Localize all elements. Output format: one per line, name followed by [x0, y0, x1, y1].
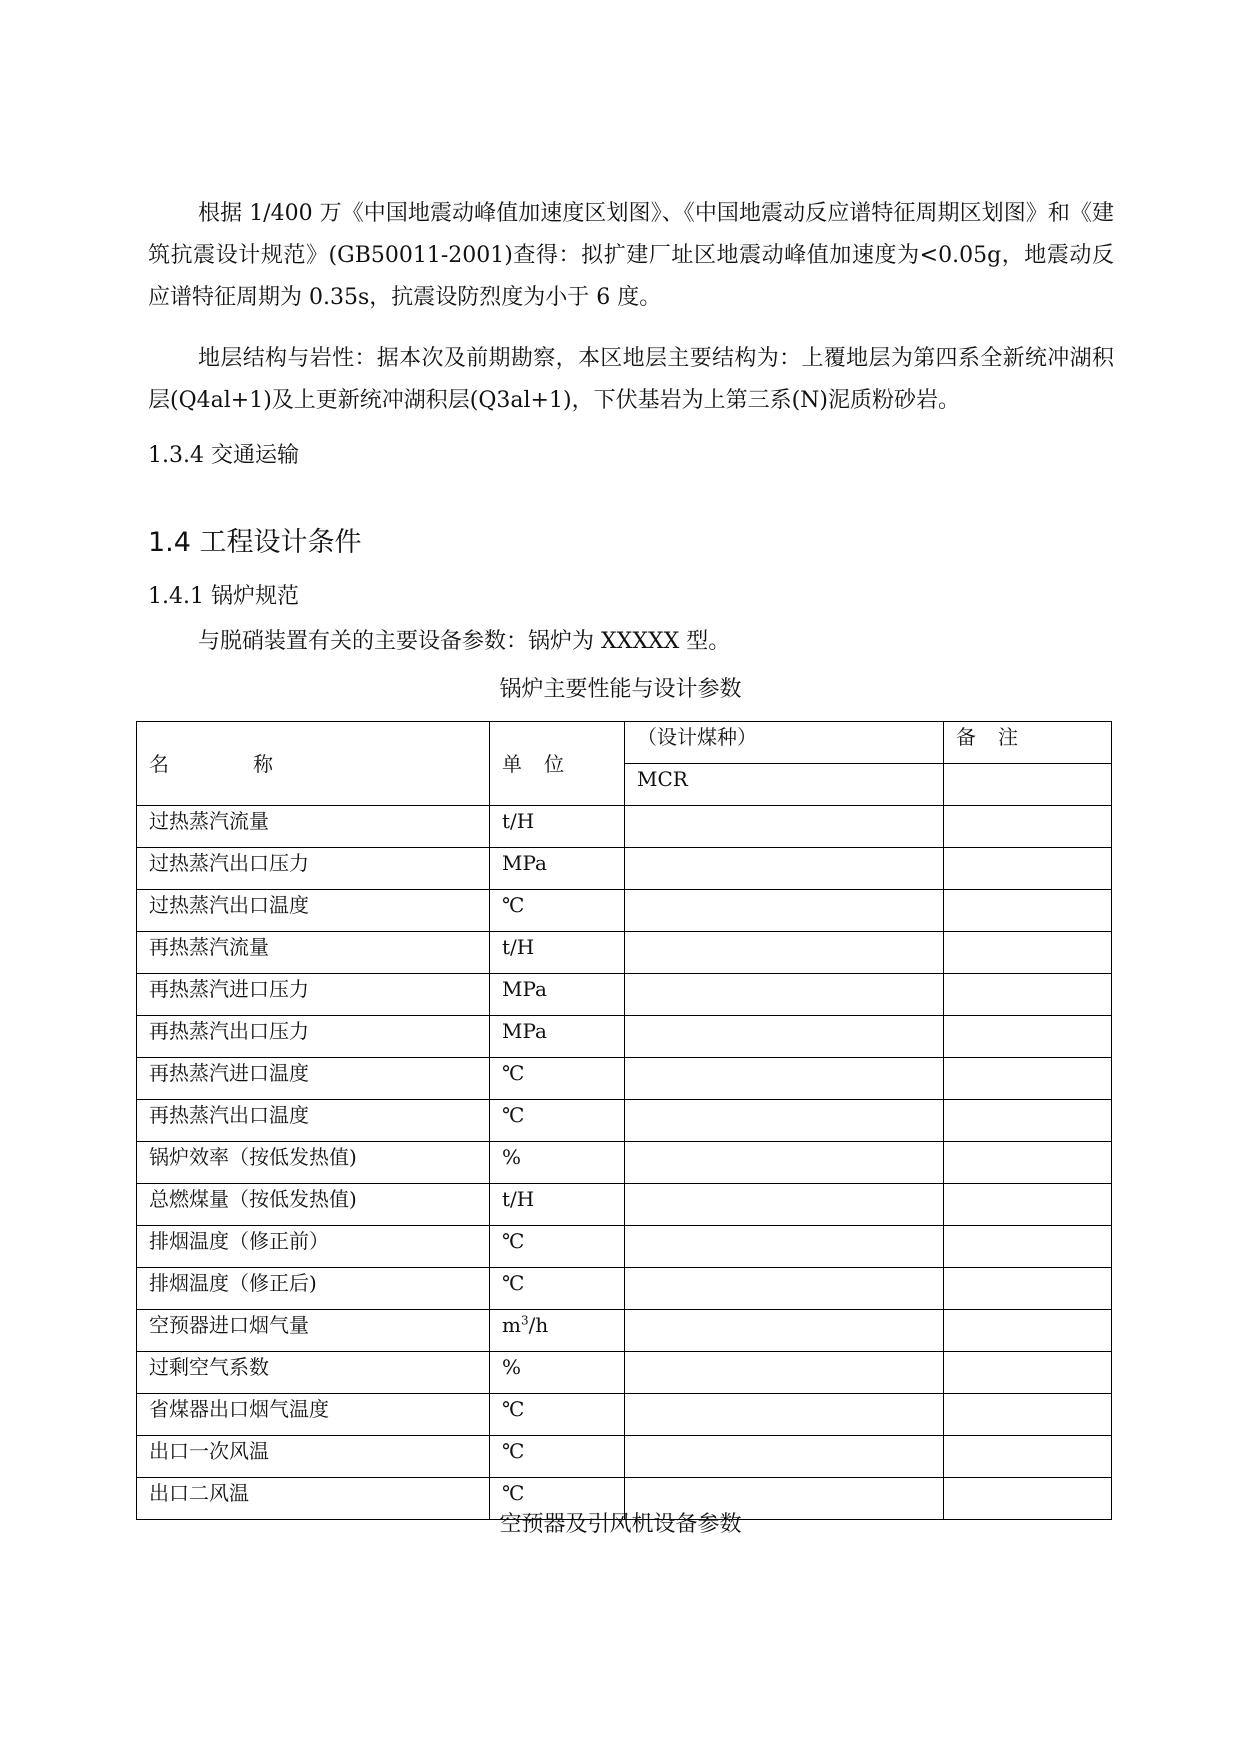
header-name-char1: 名 [149, 751, 169, 776]
header-design-coal-cell: （设计煤种） [625, 722, 944, 764]
param-name-cell: 再热蒸汽出口温度 [137, 1100, 490, 1142]
table-row [137, 1184, 1112, 1226]
param-unit-cell: MPa [490, 974, 625, 1016]
param-unit-cell [490, 1310, 625, 1352]
boiler-intro-text: 与脱硝装置有关的主要设备参数：锅炉为 XXXXX 型。 [198, 629, 731, 654]
param-name-cell: 过热蒸汽出口压力 [137, 848, 490, 890]
param-value-cell [625, 974, 944, 1016]
param-name-cell: 过热蒸汽出口温度 [137, 890, 490, 932]
param-note-cell [944, 1436, 1112, 1478]
param-value-cell [625, 890, 944, 932]
param-value-cell [625, 1184, 944, 1226]
param-value-cell [625, 1016, 944, 1058]
param-unit-cell: ℃ [490, 890, 625, 932]
param-value-cell [625, 806, 944, 848]
param-name-cell: 过剩空气系数 [137, 1352, 490, 1394]
param-unit-cell: MPa [490, 1016, 625, 1058]
next-table-caption: 空预器及引风机设备参数 [499, 1512, 742, 1537]
param-note-cell [944, 1268, 1112, 1310]
table-row [137, 806, 1112, 848]
param-name-cell: 出口一次风温 [137, 1436, 490, 1478]
boiler-spec-table [136, 721, 1112, 1520]
table-row [137, 1226, 1112, 1268]
param-value-cell [625, 1142, 944, 1184]
param-unit-cell: ℃ [490, 1268, 625, 1310]
header-unit-char1: 单 [502, 751, 522, 776]
table-row [137, 1016, 1112, 1058]
table-row [137, 1142, 1112, 1184]
param-unit-cell: t/H [490, 932, 625, 974]
param-name-cell: 空预器进口烟气量 [137, 1310, 490, 1352]
stratum-paragraph: 地层结构与岩性：据本次及前期勘察，本区地层主要结构为：上覆地层为第四系全新统冲湖积层(Q4al+1)及上更新统冲湖积层(Q3al+1)，下伏基岩为上第三系(N)泥质粉砂岩。 [148, 346, 1114, 413]
param-value-cell [625, 1058, 944, 1100]
table-row [137, 1436, 1112, 1478]
param-note-cell [944, 1142, 1112, 1184]
table-row [137, 1268, 1112, 1310]
param-note-cell [944, 1184, 1112, 1226]
param-name-cell: 过热蒸汽流量 [137, 806, 490, 848]
param-name-cell: 再热蒸汽出口压力 [137, 1016, 490, 1058]
header-note-empty-cell [944, 764, 1112, 806]
table-row [137, 1352, 1112, 1394]
param-name-cell: 再热蒸汽流量 [137, 932, 490, 974]
param-note-cell [944, 1226, 1112, 1268]
param-note-cell [944, 1352, 1112, 1394]
table-row [137, 1310, 1112, 1352]
header-note-char1: 备 [956, 725, 976, 749]
param-name-cell: 排烟温度（修正后) [137, 1268, 490, 1310]
param-unit-cell: % [490, 1352, 625, 1394]
section-1-4-heading: 1.4 工程设计条件 [148, 527, 362, 558]
seismic-paragraph: 根据 1/400 万《中国地震动峰值加速度区划图》、《中国地震动反应谱特征周期区划图》和《建筑抗震设计规范》(GB50011-2001)查得：拟扩建厂址区地震动峰值加速度为<0.05g，地震动反应谱特征周期为 0.35s，抗震设防烈度为小于 6 度。 [148, 201, 1114, 310]
param-name-cell: 再热蒸汽进口温度 [137, 1058, 490, 1100]
param-note-cell [944, 1100, 1112, 1142]
param-unit-cell: % [490, 1142, 625, 1184]
param-value-cell [625, 1226, 944, 1268]
param-value-cell [625, 1100, 944, 1142]
header-mcr-cell: MCR [625, 764, 944, 806]
param-unit-cell: ℃ [490, 1394, 625, 1436]
param-note-cell [944, 1394, 1112, 1436]
unit-tail: /h [528, 1313, 549, 1337]
header-note-char2: 注 [998, 725, 1018, 749]
param-name-cell: 锅炉效率（按低发热值) [137, 1142, 490, 1184]
param-name-cell: 总燃煤量（按低发热值) [137, 1184, 490, 1226]
param-name-cell: 排烟温度（修正前） [137, 1226, 490, 1268]
param-note-cell [944, 848, 1112, 890]
table-header-row [137, 722, 1112, 764]
unit-superscript: 3 [520, 1313, 529, 1328]
param-unit-cell: ℃ [490, 1058, 625, 1100]
table-row [137, 1100, 1112, 1142]
param-note-cell [944, 1310, 1112, 1352]
subsection-1-3-4-heading: 1.3.4 交通运输 [148, 443, 299, 468]
subsection-1-4-1-heading: 1.4.1 锅炉规范 [148, 584, 299, 609]
param-unit-cell: ℃ [490, 1478, 625, 1520]
param-name-cell: 再热蒸汽进口压力 [137, 974, 490, 1016]
param-unit-cell: t/H [490, 806, 625, 848]
param-note-cell [944, 974, 1112, 1016]
param-unit-cell: MPa [490, 848, 625, 890]
param-value-cell [625, 1310, 944, 1352]
param-value-cell [625, 848, 944, 890]
table-row [137, 932, 1112, 974]
header-unit-cell [490, 722, 625, 806]
param-note-cell [944, 890, 1112, 932]
table-row [137, 1058, 1112, 1100]
param-unit-cell: ℃ [490, 1100, 625, 1142]
param-note-cell [944, 1058, 1112, 1100]
param-unit-cell: ℃ [490, 1436, 625, 1478]
param-note-cell [944, 932, 1112, 974]
param-unit-cell: ℃ [490, 1226, 625, 1268]
table-caption: 锅炉主要性能与设计参数 [499, 677, 742, 702]
param-value-cell [625, 1394, 944, 1436]
param-name-cell: 省煤器出口烟气温度 [137, 1394, 490, 1436]
header-note-cell [944, 722, 1112, 764]
header-unit-char2: 位 [544, 751, 564, 776]
table-row [137, 974, 1112, 1016]
param-note-cell [944, 1016, 1112, 1058]
param-name-cell: 出口二风温 [137, 1478, 490, 1520]
param-value-cell [625, 932, 944, 974]
param-value-cell [625, 1268, 944, 1310]
header-name-char2: 称 [253, 751, 273, 776]
header-name-cell [137, 722, 490, 806]
param-note-cell [944, 806, 1112, 848]
unit-base: m [502, 1313, 521, 1337]
param-unit-cell: t/H [490, 1184, 625, 1226]
table-row [137, 848, 1112, 890]
param-value-cell [625, 1352, 944, 1394]
table-row [137, 1394, 1112, 1436]
param-value-cell [625, 1436, 944, 1478]
table-row [137, 890, 1112, 932]
